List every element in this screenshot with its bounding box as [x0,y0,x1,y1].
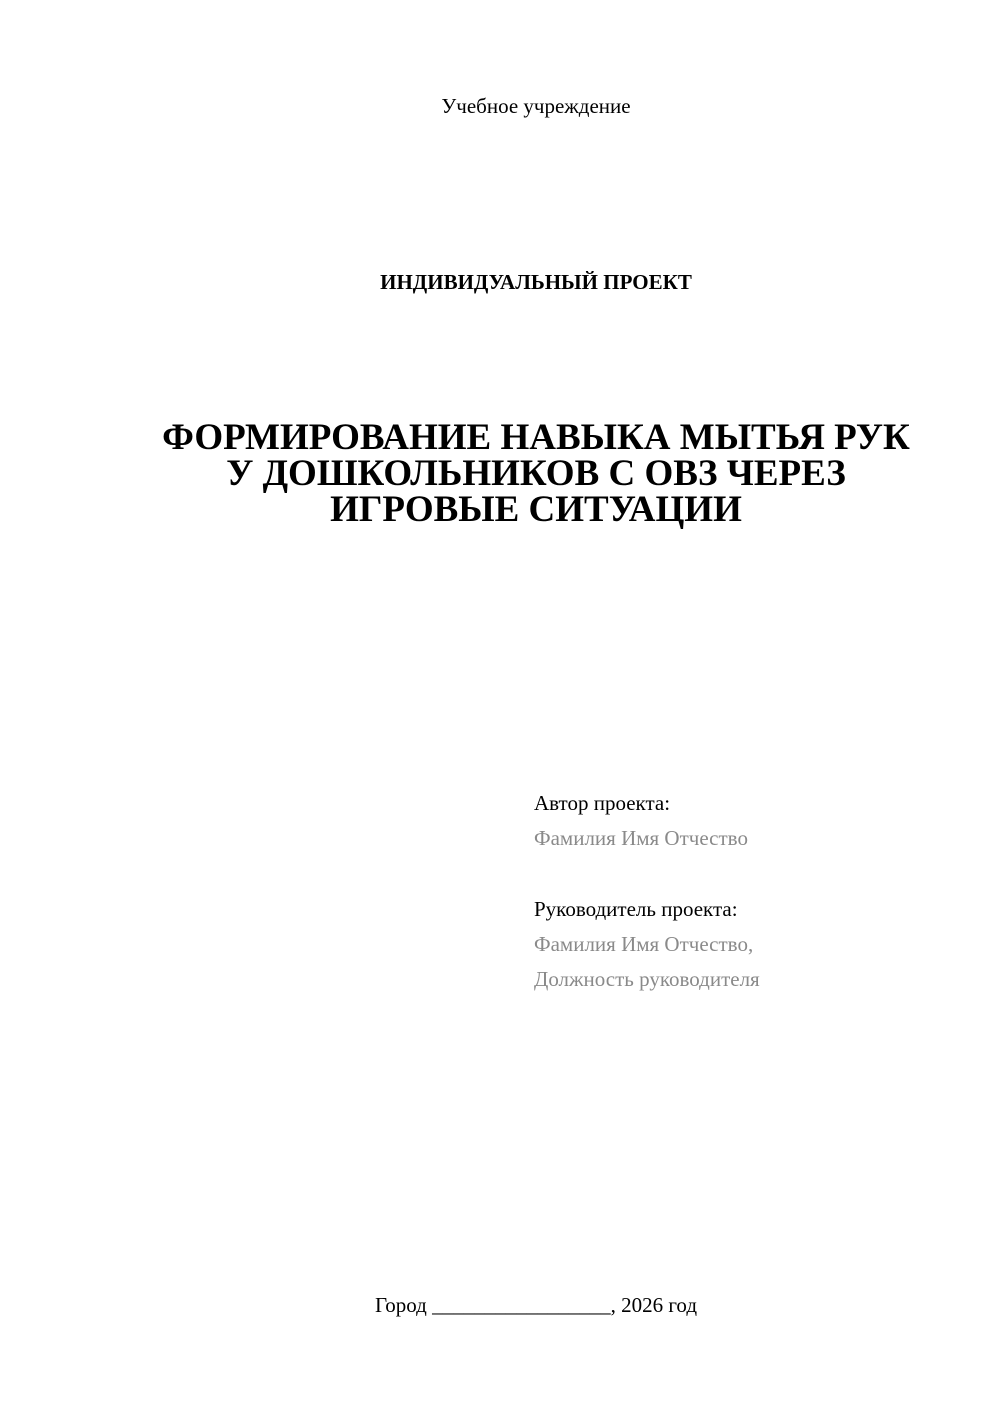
author-label: Автор проекта: [534,791,671,815]
supervisor-position: Должность руководителя [534,967,760,991]
city-year-line: Город _________________, 2026 год [374,1293,698,1317]
supervisor-block [534,892,974,997]
project-type-heading: ИНДИВИДУАЛЬНЫЙ ПРОЕКТ [380,270,692,294]
supervisor-name: Фамилия Имя Отчество, [534,932,754,956]
institution-name: Учебное учреждение [441,94,631,118]
project-title: ФОРМИРОВАНИЕ НАВЫКА МЫТЬЯ РУК У ДОШКОЛЬНИКОВ С ОВЗ ЧЕРЕЗ ИГРОВЫЕ СИТУАЦИИ [162,417,910,530]
author-block [534,786,974,856]
supervisor-label: Руководитель проекта: [534,897,738,921]
author-name: Фамилия Имя Отчество [534,826,748,850]
